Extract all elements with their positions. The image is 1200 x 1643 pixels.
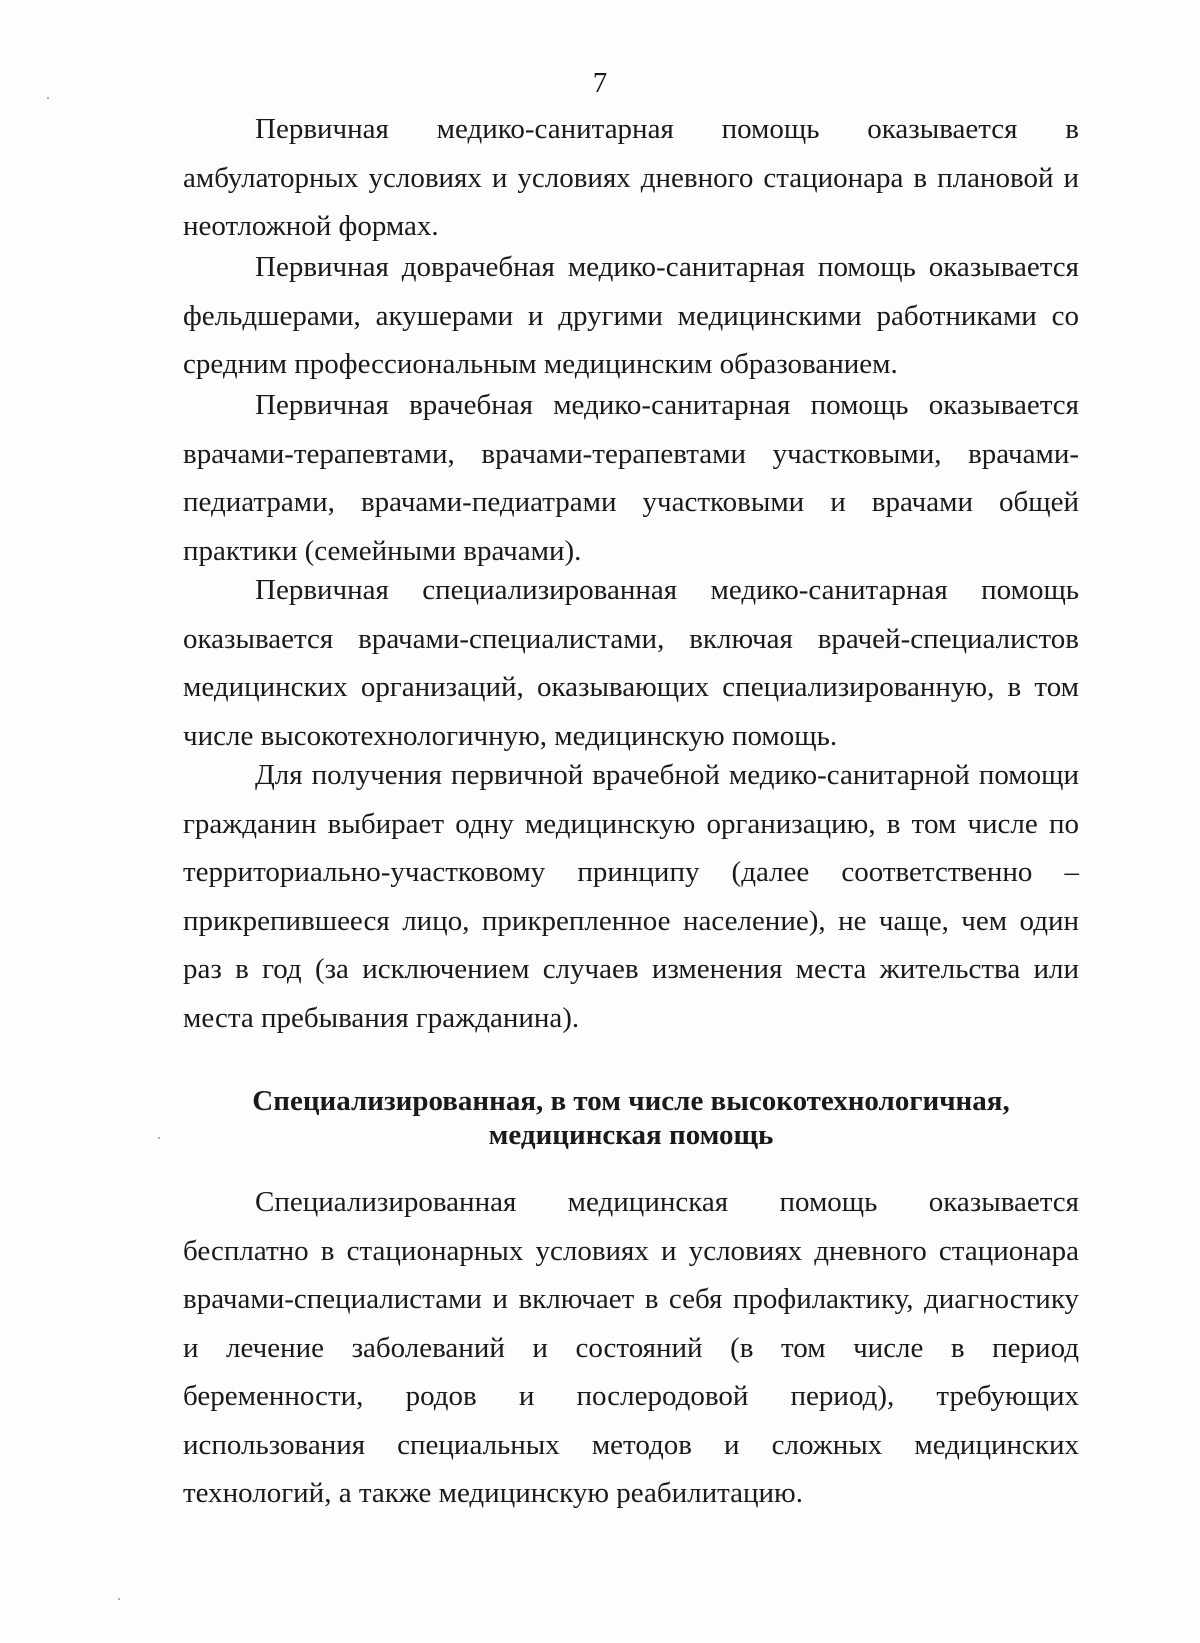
page-number: 7 bbox=[592, 67, 608, 99]
paragraph-choice-of-organization: Для получения первичной врачебной медико-санитарной помощи гражданин выбирает одну медицинскую организацию, в том числе по территориально-участковому принципу (далее соответственно – прикрепившееся лицо, прикрепленное население), не чаще, чем один раз в год (за исключением случаев изменения места жительства или места пребывания гражданина). bbox=[183, 759, 1079, 1034]
scan-speck bbox=[158, 1137, 160, 1139]
section-heading-line-2: медицинская помощь bbox=[488, 1119, 774, 1151]
paragraph-primary-care: Первичная медико-санитарная помощь оказывается в амбулаторных условиях и условиях дневного стационара в плановой и неотложной формах. bbox=[183, 113, 1079, 242]
scan-speck bbox=[47, 97, 49, 99]
paragraph-specialized-primary-care: Первичная специализированная медико-санитарная помощь оказывается врачами-специалистами, включая врачей-специалистов медицинских организаций, оказывающих специализированную, в том числе высокотехнологичную, медицинскую помощь. bbox=[183, 574, 1079, 752]
paragraph-physician-care: Первичная врачебная медико-санитарная помощь оказывается врачами-терапевтами, врачами-терапевтами участковыми, врачами-педиатрами, врачами-педиатрами участковыми и врачами общей практики (семейными врачами). bbox=[183, 389, 1079, 567]
section-heading-line-1: Специализированная, в том числе высокотехнологичная, bbox=[252, 1085, 1010, 1117]
section-heading bbox=[183, 1084, 1079, 1152]
paragraph-pre-medical-care: Первичная доврачебная медико-санитарная помощь оказывается фельдшерами, акушерами и другими медицинскими работниками со средним профессиональным медицинским образованием. bbox=[183, 251, 1079, 380]
paragraph-specialized-care: Специализированная медицинская помощь оказывается бесплатно в стационарных условиях и условиях дневного стационара врачами-специалистами и включает в себя профилактику, диагностику и лечение заболеваний и состояний (в том числе в период беременности, родов и послеродовой период), требующих использования специальных методов и сложных медицинских технологий, а также медицинскую реабилитацию. bbox=[183, 1186, 1079, 1509]
scan-speck bbox=[118, 1598, 120, 1600]
